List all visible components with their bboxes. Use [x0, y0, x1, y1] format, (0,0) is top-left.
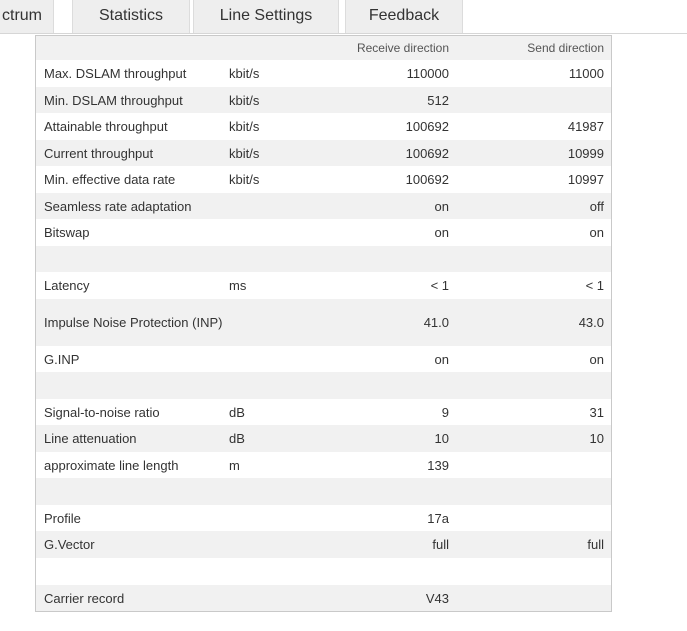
row-send-value: [449, 585, 604, 611]
table-spacer-row: [36, 558, 611, 585]
table-row: [36, 585, 611, 611]
row-send-value: 10: [589, 431, 604, 446]
table-row: [36, 166, 611, 193]
row-send-value: [449, 246, 604, 272]
row-receive-value: 110000: [406, 66, 449, 81]
row-unit: [229, 505, 309, 531]
row-label: G.Vector: [44, 537, 95, 552]
row-label: Latency: [44, 278, 90, 293]
table-spacer-row: [36, 372, 611, 399]
table-row: [36, 425, 611, 452]
table-row: [36, 346, 611, 372]
table-row: [36, 219, 611, 246]
table-spacer-row: [36, 478, 611, 505]
table-row: [36, 193, 611, 219]
row-label: [44, 478, 229, 505]
row-send-value: 41987: [567, 119, 604, 134]
row-receive-value: 10: [434, 431, 449, 446]
row-receive-value: [309, 478, 449, 505]
tab-spectrum[interactable]: ctrum: [0, 0, 54, 33]
row-unit: [229, 246, 309, 272]
table-row: [36, 452, 611, 478]
row-unit: dB: [229, 431, 245, 446]
row-label: Profile: [44, 510, 81, 526]
row-label: Attainable throughput: [44, 119, 168, 134]
row-send-value: [449, 558, 604, 585]
row-receive-value: 100692: [405, 172, 449, 187]
row-label: Seamless rate adaptation: [44, 198, 192, 214]
row-send-value: 10997: [567, 172, 604, 187]
row-label: [44, 558, 229, 585]
row-unit: [229, 585, 309, 611]
row-send-value: 31: [589, 404, 604, 420]
row-receive-value: 139: [427, 457, 449, 473]
tab-feedback[interactable]: Feedback: [345, 0, 463, 33]
row-send-value: on: [589, 225, 604, 240]
row-unit: kbit/s: [229, 172, 260, 187]
row-receive-value: full: [432, 537, 449, 552]
header-send-direction: Send direction: [527, 41, 604, 55]
row-unit: [229, 558, 309, 585]
row-unit: dB: [229, 404, 245, 420]
table-row: [36, 60, 611, 87]
row-receive-value: 41.0: [423, 315, 449, 330]
table-row: [36, 272, 611, 299]
row-send-value: 43.0: [578, 315, 604, 330]
row-unit: [229, 346, 309, 372]
row-label: [44, 372, 229, 399]
table-row: [36, 531, 611, 558]
row-unit: [229, 531, 309, 558]
row-label: Bitswap: [44, 225, 90, 240]
row-unit: [229, 219, 309, 246]
tab-line-settings[interactable]: Line Settings: [193, 0, 339, 33]
header-receive-direction: Receive direction: [356, 41, 449, 55]
tab-bar: [0, 0, 687, 34]
row-receive-value: [309, 246, 449, 272]
row-receive-value: on: [434, 351, 449, 367]
row-unit: [229, 299, 309, 346]
row-label: Impulse Noise Protection (INP): [44, 315, 223, 330]
row-receive-value: V43: [425, 590, 449, 606]
row-unit: m: [229, 457, 240, 473]
row-send-value: < 1: [585, 278, 604, 293]
row-send-value: [449, 478, 604, 505]
row-send-value: 11000: [568, 66, 604, 81]
row-receive-value: < 1: [430, 278, 449, 293]
row-receive-value: [309, 558, 449, 585]
row-label: Signal-to-noise ratio: [44, 404, 160, 420]
row-send-value: [449, 505, 604, 531]
row-label: Max. DSLAM throughput: [44, 66, 187, 81]
row-receive-value: on: [434, 225, 449, 240]
row-receive-value: on: [434, 198, 449, 214]
row-label: G.INP: [44, 351, 80, 367]
table-row: [36, 113, 611, 140]
row-send-value: [449, 372, 604, 399]
table-row: [36, 87, 611, 113]
row-label: Min. effective data rate: [44, 172, 176, 187]
row-label: Line attenuation: [44, 431, 137, 446]
row-send-value: [449, 87, 604, 113]
row-label: Min. DSLAM throughput: [44, 92, 183, 108]
row-label: Carrier record: [44, 590, 125, 606]
row-unit: kbit/s: [229, 145, 260, 161]
table-row: [36, 399, 611, 425]
row-send-value: [449, 452, 604, 478]
table-spacer-row: [36, 246, 611, 272]
row-send-value: on: [589, 351, 604, 367]
table-row: [36, 505, 611, 531]
table-header-row: [36, 36, 611, 60]
row-receive-value: 9: [441, 404, 449, 420]
row-label: approximate line length: [44, 457, 179, 473]
row-unit: [229, 193, 309, 219]
row-receive-value: 512: [427, 92, 449, 108]
row-unit: kbit/s: [229, 66, 260, 81]
row-receive-value: 100692: [405, 145, 449, 161]
row-unit: ms: [229, 278, 247, 293]
row-unit: [229, 372, 309, 399]
row-label: Current throughput: [44, 145, 154, 161]
row-receive-value: [309, 372, 449, 399]
row-label: [44, 246, 229, 272]
row-send-value: full: [587, 537, 604, 552]
row-send-value: off: [589, 198, 604, 214]
dsl-info-table: [35, 35, 612, 612]
row-send-value: 10999: [567, 145, 604, 161]
table-row: [36, 140, 611, 166]
row-unit: kbit/s: [229, 92, 260, 108]
row-unit: [229, 478, 309, 505]
row-receive-value: 100692: [405, 119, 449, 134]
row-unit: kbit/s: [229, 119, 260, 134]
table-row: [36, 299, 611, 346]
row-receive-value: 17a: [427, 510, 449, 526]
tab-statistics[interactable]: Statistics: [72, 0, 190, 33]
